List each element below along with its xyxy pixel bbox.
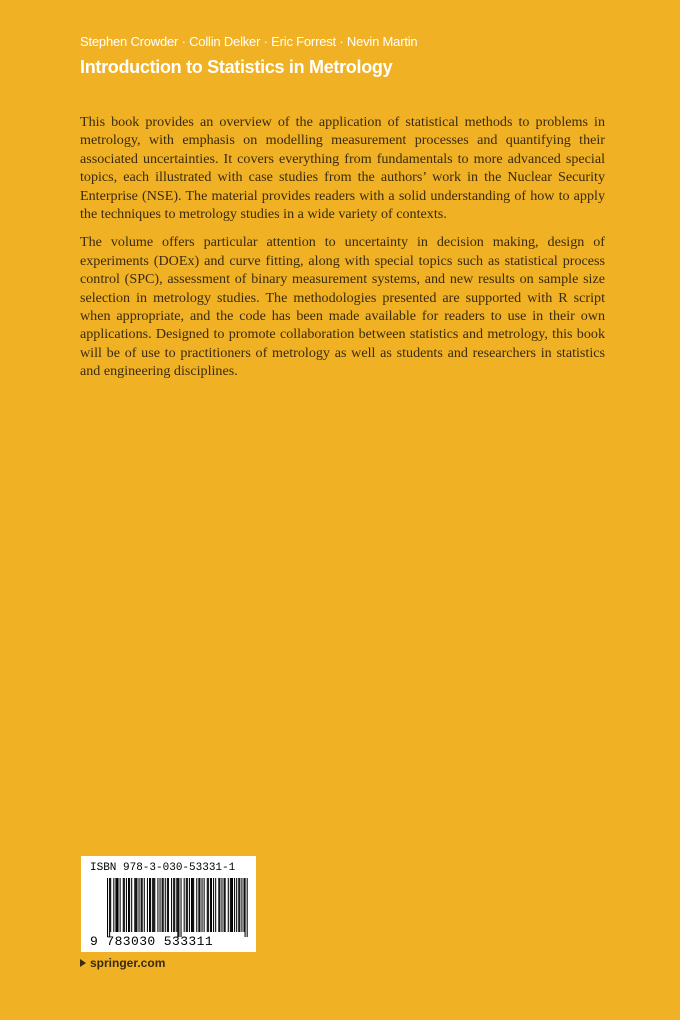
barcode-bar: [238, 878, 239, 932]
barcode-bar: [118, 878, 119, 932]
barcode-bar: [225, 878, 226, 932]
barcode-bar: [184, 878, 185, 932]
barcode-bar: [191, 878, 192, 932]
barcode-bar: [186, 878, 187, 932]
barcode-bar: [171, 878, 172, 932]
barcode-bar: [215, 878, 216, 932]
barcode-bar: [241, 878, 242, 932]
barcode-bar: [147, 878, 148, 932]
barcode-bar: [150, 878, 151, 932]
barcode-bar: [247, 878, 248, 937]
barcode-bar: [207, 878, 208, 932]
barcode-bar: [109, 878, 110, 937]
barcode-bar: [136, 878, 137, 932]
barcode-bar: [135, 878, 136, 932]
barcode-bar: [173, 878, 174, 932]
description-paragraph-2: The volume offers particular attention to uncertainty in decision making, design of experiments (DOEx) and curve fitting, along with special topics such as statistical process control (SPC), assessment of binary measurement systems, and new results on sample size selection in metrology studies. The methodologies presented are supported with R script when appropriate, and the code has been made available for readers to use in their own applications. Designed to promote collaboration between statistics and metrology, this book will be of use to practitioners of metrology as well as students and researchers in statistics and engineering disciplines.: [80, 234, 605, 380]
barcode-bar: [116, 878, 117, 932]
barcode-bar: [234, 878, 235, 932]
barcode-bar: [192, 878, 193, 932]
barcode-bar: [113, 878, 114, 932]
barcode-bar: [218, 878, 219, 932]
isbn-label: ISBN 978-3-030-53331-1: [90, 862, 236, 874]
barcode-bar: [167, 878, 168, 932]
barcode-bar: [120, 878, 121, 932]
barcode-bar: [129, 878, 130, 932]
barcode-bar: [131, 878, 132, 932]
barcode-digits: 9 783030 533311: [90, 934, 214, 949]
barcode-bar: [153, 878, 154, 932]
barcode-bar: [160, 878, 161, 932]
barcode-bar: [149, 878, 150, 932]
barcode-bar: [163, 878, 164, 932]
barcode-bar: [181, 878, 182, 937]
barcode-bar: [168, 878, 169, 932]
barcode-bar: [139, 878, 140, 932]
barcode-bar: [199, 878, 200, 932]
barcode-bar: [176, 878, 177, 932]
barcode-bar: [244, 878, 245, 932]
barcode-bar: [165, 878, 166, 932]
barcode-bar: [221, 878, 222, 932]
barcode-bar: [230, 878, 231, 932]
barcode-bar: [193, 878, 194, 932]
description-paragraph-1: This book provides an overview of the application of statistical methods to problems in metrology, with emphasis on modelling measurement processes and quantifying their associated uncertainties. It covers everything from fundamentals to more advanced special topics, each illustrated with case studies from the authors’ work in the Nuclear Security Enterprise (NSE). The material provides readers with a solid understanding of how to apply the techniques to metrology studies in a wide variety of contexts.: [80, 114, 605, 223]
barcode-bar: [134, 878, 135, 932]
book-description: [80, 113, 605, 391]
barcode-bar: [224, 878, 225, 932]
barcode-bar: [204, 878, 205, 932]
barcode-bar: [124, 878, 125, 932]
barcode-bar: [152, 878, 153, 932]
barcode-bar: [141, 878, 142, 932]
barcode-bar: [107, 878, 108, 937]
barcode-bar: [198, 878, 199, 932]
barcode-bar: [239, 878, 240, 932]
barcode-bar: [208, 878, 209, 932]
publisher-website-link[interactable]: [80, 956, 165, 970]
barcode-bar: [128, 878, 129, 932]
barcode-bar: [177, 878, 178, 937]
barcode-bar: [115, 878, 116, 932]
book-title: Introduction to Statistics in Metrology: [80, 57, 393, 77]
barcode-bar: [219, 878, 220, 932]
barcode-bar: [162, 878, 163, 932]
barcode-bar: [189, 878, 190, 932]
barcode-bar: [213, 878, 214, 932]
barcode-bar: [202, 878, 203, 932]
authors-line: Stephen Crowder · Collin Delker · Eric Forrest · Nevin Martin: [80, 34, 418, 49]
barcode-bar: [174, 878, 175, 932]
triangle-arrow-icon: [80, 959, 86, 967]
barcode-bar: [142, 878, 143, 932]
publisher-website-text: springer.com: [90, 956, 166, 970]
barcode-bar: [210, 878, 211, 932]
barcode-bar: [178, 878, 179, 937]
barcode-bar: [126, 878, 127, 932]
barcode-bar: [187, 878, 188, 932]
barcode-bar: [211, 878, 212, 932]
barcode-bar: [157, 878, 158, 932]
barcode-bar: [144, 878, 145, 932]
barcode-bar: [236, 878, 237, 932]
barcode-bar: [228, 878, 229, 932]
barcode-bar: [231, 878, 232, 932]
barcode-bar: [245, 878, 246, 937]
barcode-bar: [123, 878, 124, 932]
barcode-bar: [196, 878, 197, 932]
barcode-bar: [232, 878, 233, 932]
barcode-bar: [154, 878, 155, 932]
barcode-bar: [110, 878, 111, 932]
isbn-barcode: [81, 856, 256, 952]
